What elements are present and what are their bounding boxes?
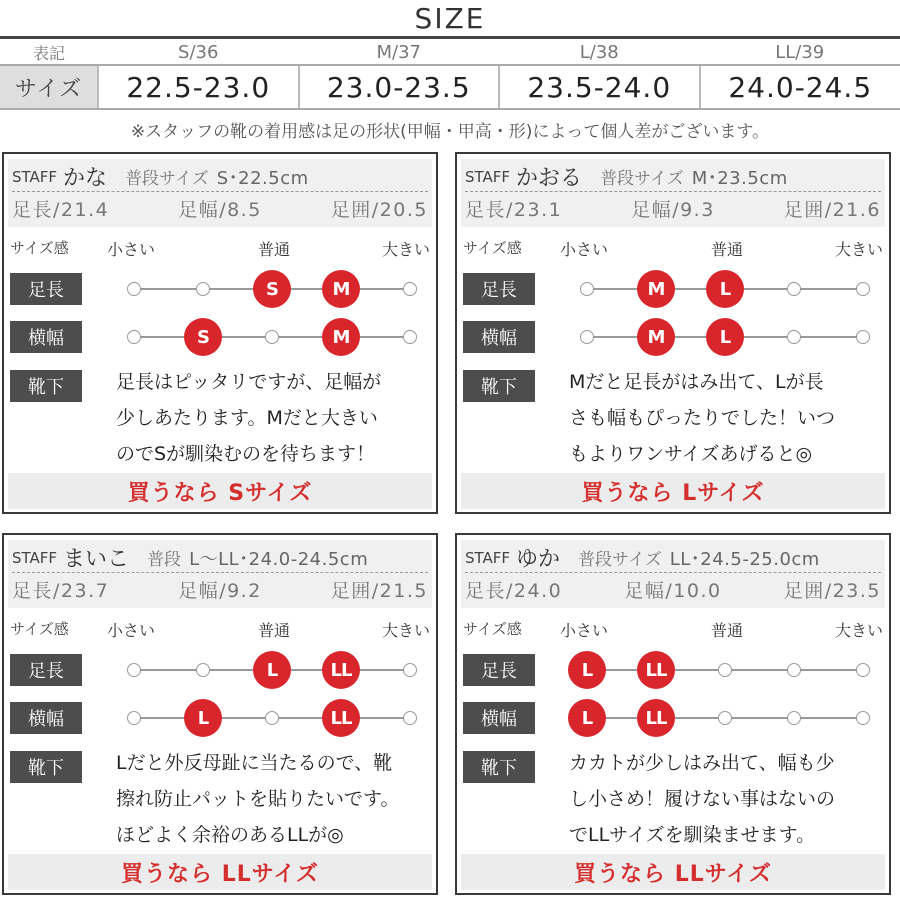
scale-point xyxy=(196,282,210,296)
size-table xyxy=(0,41,900,110)
size-marker: L xyxy=(253,651,291,689)
fit-scale xyxy=(122,650,422,690)
size-marker: LL xyxy=(322,651,360,689)
scale-large-label: 大きい xyxy=(834,240,883,259)
size-marker: L xyxy=(184,699,222,737)
foot-measurement: 足長/21.4 xyxy=(12,198,110,221)
foot-measurements xyxy=(465,574,881,604)
fit-scale xyxy=(122,317,422,357)
size-col-label: LL/39 xyxy=(775,42,825,63)
size-marker: M xyxy=(637,270,675,308)
size-marker: M xyxy=(322,270,360,308)
staff-profile xyxy=(461,540,885,608)
scale-point xyxy=(403,282,417,296)
scale-point xyxy=(856,711,870,725)
recommended-size: 買うなら LLサイズ xyxy=(8,854,432,890)
scale-point xyxy=(580,282,594,296)
size-marker: S xyxy=(184,318,222,356)
foot-measurement: 足長/23.7 xyxy=(12,579,110,602)
size-marker: L xyxy=(706,270,744,308)
scale-point xyxy=(127,711,141,725)
scale-header xyxy=(10,237,430,259)
staff-label: STAFF xyxy=(12,548,58,567)
staff-name: かおる xyxy=(516,166,583,191)
staff-card xyxy=(455,152,891,514)
comment-line: もよりワンサイズあげると◎ xyxy=(569,443,813,465)
scale-point xyxy=(127,282,141,296)
comment-line: 擦れ防止パットを貼りたいです。 xyxy=(116,788,400,810)
size-range-cell: 23.5-24.0 xyxy=(499,65,700,109)
scale-normal-label: 普通 xyxy=(258,621,291,640)
width-row-label: 横幅 xyxy=(463,702,535,734)
scale-large-label: 大きい xyxy=(834,621,883,640)
scale-point xyxy=(265,330,279,344)
usual-size-label: 普段 xyxy=(147,550,182,570)
comment-line: ほどよく余裕のあるLLが◎ xyxy=(116,824,344,846)
staff-name-line xyxy=(465,542,881,573)
scale-small-label: 小さい xyxy=(560,621,609,640)
scale-small-label: 小さい xyxy=(107,621,156,640)
fit-disclaimer-note: ※スタッフの靴の着用感は足の形状(甲幅・甲高・形)によって個人差がございます。 xyxy=(130,122,770,142)
scale-point xyxy=(403,663,417,677)
staff-card xyxy=(2,533,438,895)
scale-large-label: 大きい xyxy=(381,621,430,640)
size-col-label: S/36 xyxy=(178,42,219,63)
scale-point xyxy=(127,663,141,677)
scale-point xyxy=(787,282,801,296)
usual-size-value: M･23.5cm xyxy=(691,167,788,189)
staff-name: ゆか xyxy=(516,547,561,572)
foot-measurement: 足囲/21.5 xyxy=(330,579,428,602)
comment-line: し小さめ！履けない事はないの xyxy=(569,788,836,810)
usual-size-label: 普段サイズ xyxy=(600,169,684,189)
foot-measurement: 足幅/9.2 xyxy=(178,579,262,602)
staff-card xyxy=(455,533,891,895)
size-range-cell: 24.0-24.5 xyxy=(700,65,900,109)
scale-normal-label: 普通 xyxy=(258,240,291,259)
foot-measurement: 足幅/10.0 xyxy=(624,579,722,602)
usual-size-label: 普段サイズ xyxy=(125,169,209,189)
scale-point xyxy=(787,330,801,344)
staff-name-line xyxy=(12,542,428,573)
fit-scale xyxy=(575,317,875,357)
socks-row-label: 靴下 xyxy=(10,751,82,783)
comment-line: のでSが馴染むのを待ちます！ xyxy=(116,443,376,465)
size-marker: S xyxy=(253,270,291,308)
staff-comment xyxy=(569,364,881,472)
usual-size-value: LL･24.5-25.0cm xyxy=(669,548,820,570)
foot-measurements xyxy=(465,193,881,223)
size-marker: M xyxy=(322,318,360,356)
size-table-header-row xyxy=(0,41,900,65)
size-marker: LL xyxy=(637,651,675,689)
comment-line: さも幅もぴったりでした！いつ xyxy=(569,407,836,429)
recommended-size: 買うなら LLサイズ xyxy=(461,854,885,890)
length-row-label: 足長 xyxy=(10,654,82,686)
staff-label: STAFF xyxy=(465,167,511,186)
title-divider xyxy=(0,36,900,39)
staff-profile xyxy=(461,159,885,227)
comment-line: 足長はピッタリですが、足幅が xyxy=(116,371,382,393)
scale-feel-label: サイズ感 xyxy=(10,620,69,638)
fit-scale xyxy=(575,698,875,738)
scale-point xyxy=(196,663,210,677)
scale-small-label: 小さい xyxy=(560,240,609,259)
staff-comment xyxy=(569,745,881,853)
staff-label: STAFF xyxy=(465,548,511,567)
foot-measurement: 足囲/20.5 xyxy=(330,198,428,221)
comment-line: Mだと足長がはみ出て、Lが長 xyxy=(569,371,824,393)
size-marker: LL xyxy=(637,699,675,737)
size-marker: M xyxy=(637,318,675,356)
staff-comment xyxy=(116,364,428,472)
usual-size-label: 普段サイズ xyxy=(578,550,662,570)
width-row-label: 横幅 xyxy=(463,321,535,353)
scale-header xyxy=(10,618,430,640)
staff-name: かな xyxy=(63,166,108,191)
scale-small-label: 小さい xyxy=(107,240,156,259)
width-row-label: 横幅 xyxy=(10,702,82,734)
width-row-label: 横幅 xyxy=(10,321,82,353)
page-title: SIZE xyxy=(414,2,486,35)
foot-measurement: 足囲/21.6 xyxy=(783,198,881,221)
foot-measurement: 足幅/9.3 xyxy=(631,198,715,221)
comment-line: でLLサイズを馴染ませます。 xyxy=(569,824,816,846)
size-marker: L xyxy=(568,699,606,737)
fit-scale xyxy=(575,269,875,309)
scale-point xyxy=(265,711,279,725)
comment-line: Lだと外反母趾に当たるので、靴 xyxy=(116,752,393,774)
size-range-cell: 23.0-23.5 xyxy=(299,65,500,109)
staff-name: まいこ xyxy=(63,547,130,572)
length-row-label: 足長 xyxy=(10,273,82,305)
staff-name-line xyxy=(465,161,881,192)
scale-feel-label: サイズ感 xyxy=(463,239,522,257)
socks-row-label: 靴下 xyxy=(10,370,82,402)
scale-point xyxy=(718,711,732,725)
size-col-label: M/37 xyxy=(376,42,421,63)
staff-profile xyxy=(8,540,432,608)
scale-point xyxy=(787,663,801,677)
scale-point xyxy=(580,330,594,344)
scale-normal-label: 普通 xyxy=(711,240,744,259)
foot-measurements xyxy=(12,193,428,223)
scale-point xyxy=(718,663,732,677)
length-row-label: 足長 xyxy=(463,654,535,686)
size-marker: LL xyxy=(322,699,360,737)
scale-feel-label: サイズ感 xyxy=(10,239,69,257)
scale-point xyxy=(127,330,141,344)
staff-name-line xyxy=(12,161,428,192)
staff-card xyxy=(2,152,438,514)
recommended-size: 買うなら Sサイズ xyxy=(8,473,432,509)
staff-profile xyxy=(8,159,432,227)
size-table-header-label: 表記 xyxy=(32,44,65,63)
size-marker: L xyxy=(568,651,606,689)
size-marker: L xyxy=(706,318,744,356)
foot-measurements xyxy=(12,574,428,604)
socks-row-label: 靴下 xyxy=(463,370,535,402)
scale-point xyxy=(403,711,417,725)
size-table-value-row xyxy=(0,65,900,109)
fit-scale xyxy=(122,698,422,738)
scale-point xyxy=(856,663,870,677)
scale-point xyxy=(856,282,870,296)
length-row-label: 足長 xyxy=(463,273,535,305)
scale-header xyxy=(463,618,883,640)
foot-measurement: 足囲/23.5 xyxy=(783,579,881,602)
staff-comment xyxy=(116,745,428,853)
scale-point xyxy=(403,330,417,344)
foot-measurement: 足幅/8.5 xyxy=(178,198,262,221)
scale-normal-label: 普通 xyxy=(711,621,744,640)
usual-size-value: S･22.5cm xyxy=(216,167,309,189)
comment-line: カカトが少しはみ出て、幅も少 xyxy=(569,752,835,774)
recommended-size: 買うなら Lサイズ xyxy=(461,473,885,509)
size-range-cell: 22.5-23.0 xyxy=(98,65,299,109)
scale-feel-label: サイズ感 xyxy=(463,620,522,638)
comment-line: 少しあたります。Mだと大きい xyxy=(116,407,378,429)
foot-measurement: 足長/23.1 xyxy=(465,198,563,221)
scale-header xyxy=(463,237,883,259)
foot-measurement: 足長/24.0 xyxy=(465,579,563,602)
staff-label: STAFF xyxy=(12,167,58,186)
scale-large-label: 大きい xyxy=(381,240,430,259)
scale-point xyxy=(856,330,870,344)
size-table-row-label: サイズ xyxy=(0,65,98,109)
scale-point xyxy=(787,711,801,725)
socks-row-label: 靴下 xyxy=(463,751,535,783)
size-col-label: L/38 xyxy=(579,42,619,63)
fit-scale xyxy=(575,650,875,690)
usual-size-value: L〜LL･24.0-24.5cm xyxy=(189,548,369,570)
fit-scale xyxy=(122,269,422,309)
